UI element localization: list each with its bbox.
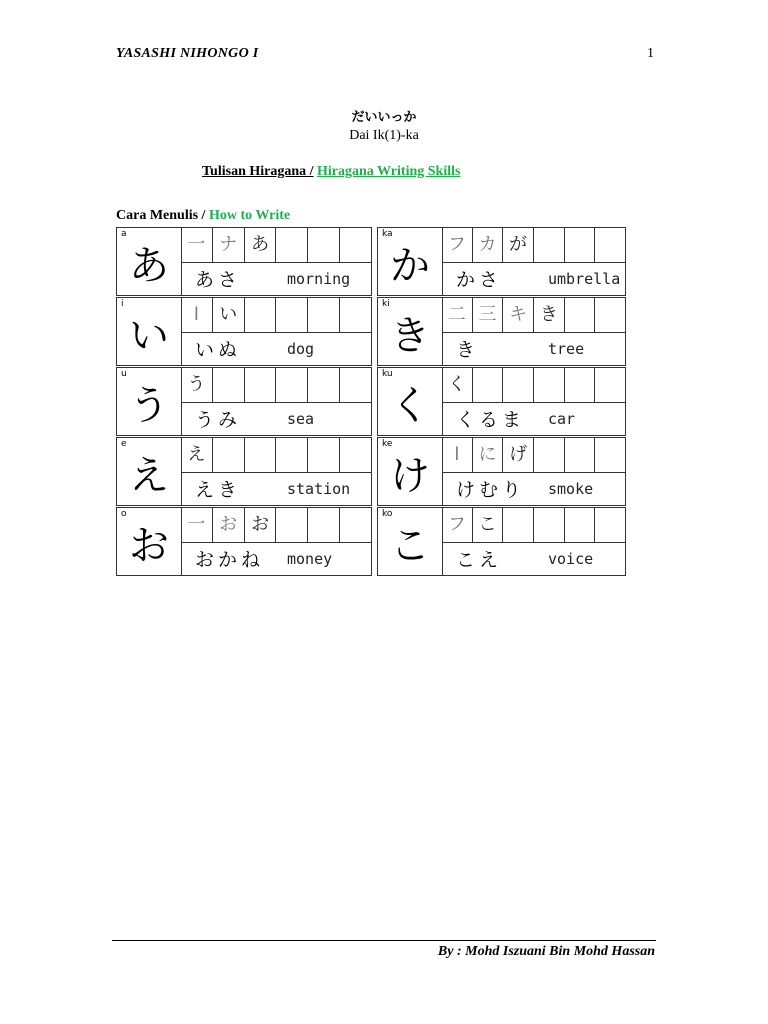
big-kana-character: く [390, 383, 430, 429]
big-character-box [378, 508, 443, 575]
practice-cell [565, 298, 596, 332]
example-word [181, 262, 371, 295]
worksheet-column-left [116, 227, 372, 576]
practice-cell [595, 368, 625, 402]
stroke-order-cells [442, 228, 625, 263]
big-character-box [117, 298, 182, 365]
practice-cell [308, 438, 340, 472]
romaji-label: ka [382, 229, 393, 239]
example-word-english: money [287, 549, 333, 568]
practice-cell [595, 438, 625, 472]
big-character-box [378, 228, 443, 295]
big-kana-character: こ [390, 523, 430, 569]
big-character-box [117, 438, 182, 505]
stroke-step-cell: l [181, 298, 213, 332]
stroke-order-cells [181, 228, 371, 263]
stroke-step-cell: 一 [181, 228, 213, 262]
big-character-box [117, 368, 182, 435]
example-word [442, 402, 625, 435]
practice-cell [245, 368, 277, 402]
romaji-label: o [121, 509, 127, 519]
lesson-title-japanese: だいいっか [351, 110, 417, 125]
stroke-order-cells [181, 298, 371, 333]
stroke-order-cells [442, 508, 625, 543]
section-title-malay: Tulisan Hiragana / [202, 164, 314, 179]
big-kana-character: き [390, 313, 430, 359]
stroke-step-cell: 三 [473, 298, 504, 332]
document-header-title: YASASHI NIHONGO I [116, 46, 259, 61]
stroke-step-cell: お [213, 508, 245, 542]
stroke-order-cells [181, 508, 371, 543]
stroke-step-cell: あ [245, 228, 277, 262]
example-word [442, 542, 625, 575]
romaji-label: i [121, 299, 124, 309]
subsection-title [116, 208, 290, 224]
stroke-order-cells [181, 438, 371, 473]
stroke-step-cell: フ [442, 508, 473, 542]
practice-cell [213, 438, 245, 472]
subsection-title-malay: Cara Menulis / [116, 208, 206, 223]
romaji-label: ki [382, 299, 390, 309]
practice-cell [308, 228, 340, 262]
practice-cell [276, 508, 308, 542]
romaji-label: u [121, 369, 127, 379]
example-word-english: tree [548, 339, 585, 358]
stroke-order-cells [442, 298, 625, 333]
example-word-kana: えき [195, 479, 242, 501]
practice-cell [276, 368, 308, 402]
example-word-kana: けむり [456, 479, 526, 501]
big-character-box [378, 368, 443, 435]
practice-cell [534, 228, 565, 262]
example-word-english: smoke [548, 479, 594, 498]
stroke-step-cell: フ [442, 228, 473, 262]
stroke-step-cell: ナ [213, 228, 245, 262]
practice-cell [340, 228, 371, 262]
example-word-english: umbrella [548, 269, 621, 288]
practice-cell [276, 438, 308, 472]
hiragana-worksheet [116, 227, 626, 576]
practice-cell [595, 508, 625, 542]
worksheet-row-e [116, 437, 372, 506]
example-word [181, 332, 371, 365]
practice-cell [340, 438, 371, 472]
stroke-step-cell: カ [473, 228, 504, 262]
example-word-english: station [287, 479, 351, 498]
stroke-step-cell: お [245, 508, 277, 542]
worksheet-row-u [116, 367, 372, 436]
stroke-step-cell: く [442, 368, 473, 402]
example-word-english: morning [287, 269, 351, 288]
practice-cell [473, 368, 504, 402]
stroke-step-cell: き [534, 298, 565, 332]
example-word-english: dog [287, 339, 315, 358]
section-title-english: Hiragana Writing Skills [317, 164, 461, 179]
practice-cell [340, 298, 371, 332]
big-kana-character: あ [129, 243, 169, 289]
big-character-box [378, 438, 443, 505]
practice-cell [595, 298, 625, 332]
big-kana-character: お [129, 523, 169, 569]
example-word [442, 332, 625, 365]
practice-cell [276, 228, 308, 262]
stroke-step-cell: う [181, 368, 213, 402]
example-word-english: car [548, 409, 576, 428]
practice-cell [308, 298, 340, 332]
practice-cell [245, 438, 277, 472]
example-word-kana: き [456, 339, 480, 361]
practice-cell [340, 508, 371, 542]
worksheet-row-ku [377, 367, 626, 436]
stroke-step-cell: げ [503, 438, 534, 472]
practice-cell [565, 368, 596, 402]
example-word-kana: いぬ [195, 339, 242, 361]
practice-cell [534, 438, 565, 472]
big-kana-character: け [390, 453, 430, 499]
stroke-step-cell: に [473, 438, 504, 472]
romaji-label: a [121, 229, 127, 239]
stroke-step-cell: キ [503, 298, 534, 332]
footer-author: By : Mohd Iszuani Bin Mohd Hassan [437, 944, 655, 959]
practice-cell [276, 298, 308, 332]
practice-cell [534, 368, 565, 402]
section-title [202, 164, 460, 180]
practice-cell [308, 368, 340, 402]
big-kana-character: え [129, 453, 169, 499]
stroke-step-cell: 二 [442, 298, 473, 332]
practice-cell [503, 508, 534, 542]
subsection-title-english: How to Write [208, 208, 291, 223]
example-word [442, 472, 625, 505]
footer-divider [112, 940, 656, 941]
example-word [181, 472, 371, 505]
example-word-kana: こえ [456, 549, 503, 571]
practice-cell [534, 508, 565, 542]
romaji-label: ko [382, 509, 393, 519]
stroke-step-cell: が [503, 228, 534, 262]
romaji-label: ku [382, 369, 393, 379]
stroke-order-cells [442, 368, 625, 403]
big-kana-character: い [129, 313, 169, 359]
big-character-box [378, 298, 443, 365]
worksheet-column-right [377, 227, 626, 576]
example-word-kana: くるま [456, 409, 526, 431]
practice-cell [503, 368, 534, 402]
stroke-step-cell: 一 [181, 508, 213, 542]
worksheet-row-i [116, 297, 372, 366]
lesson-title-romaji: Dai Ik(1)-ka [349, 128, 419, 143]
stroke-order-cells [442, 438, 625, 473]
worksheet-row-ka [377, 227, 626, 296]
practice-cell [595, 228, 625, 262]
practice-cell [565, 508, 596, 542]
example-word-kana: おかね [195, 549, 265, 571]
example-word-english: sea [287, 409, 315, 428]
romaji-label: e [121, 439, 127, 449]
romaji-label: ke [382, 439, 393, 449]
worksheet-row-ke [377, 437, 626, 506]
worksheet-row-o [116, 507, 372, 576]
page-number: 1 [647, 46, 654, 61]
example-word-kana: うみ [195, 409, 242, 431]
practice-cell [565, 438, 596, 472]
stroke-step-cell: l [442, 438, 473, 472]
example-word-kana: かさ [456, 269, 503, 291]
example-word [442, 262, 625, 295]
stroke-step-cell: こ [473, 508, 504, 542]
stroke-step-cell: い [213, 298, 245, 332]
worksheet-row-ki [377, 297, 626, 366]
big-kana-character: う [129, 383, 169, 429]
big-kana-character: か [390, 243, 430, 289]
example-word [181, 542, 371, 575]
worksheet-row-a [116, 227, 372, 296]
stroke-step-cell: え [181, 438, 213, 472]
example-word-kana: あさ [195, 269, 242, 291]
practice-cell [340, 368, 371, 402]
example-word [181, 402, 371, 435]
stroke-order-cells [181, 368, 371, 403]
practice-cell [213, 368, 245, 402]
worksheet-row-ko [377, 507, 626, 576]
practice-cell [245, 298, 277, 332]
big-character-box [117, 228, 182, 295]
practice-cell [308, 508, 340, 542]
practice-cell [565, 228, 596, 262]
example-word-english: voice [548, 549, 594, 568]
big-character-box [117, 508, 182, 575]
